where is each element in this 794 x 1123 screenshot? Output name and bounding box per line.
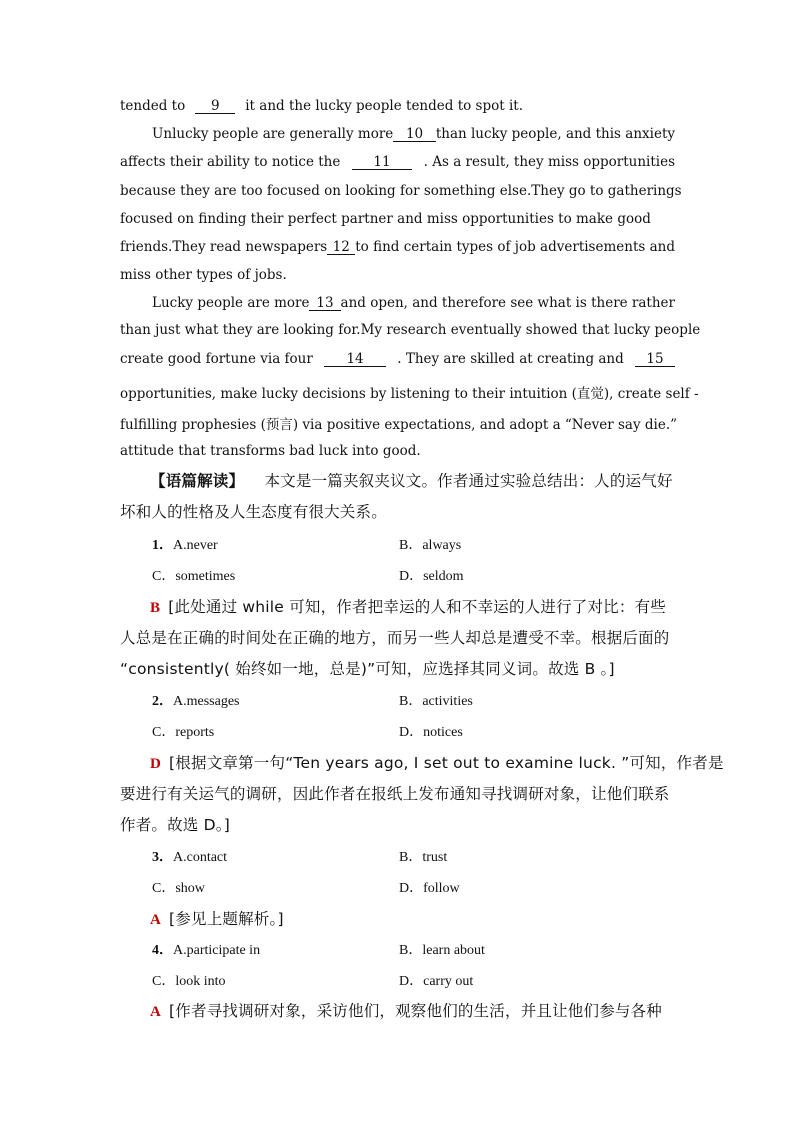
q3-answer: A [150, 912, 162, 928]
q2-explanation-1: D [根据文章第一句“Ten years ago, I set out to examine luck. ”可知，作者是 [150, 754, 724, 772]
q3-option-b: B．trust [399, 850, 448, 865]
q4-answer: A [150, 1004, 162, 1020]
q1-answer: B [150, 600, 161, 616]
analysis-line-1: 【语篇解读】 本文是一篇夹叙夹议文。作者通过实验总结出：人的运气好 [150, 472, 673, 490]
q3-option-c: C．show [152, 881, 205, 896]
q1-explanation-2: 人总是在正确的时间处在正确的地方，而另一些人却总是遭受不幸。根据后面的 [120, 629, 670, 647]
q2-option-b: B．activities [399, 694, 473, 709]
blank-10: 10 [393, 127, 436, 142]
blank-12: 12 [327, 240, 355, 255]
q1-option-b: B．always [399, 538, 462, 553]
passage-line-3: affects their ability to notice the 11 . As a result, they miss opportunities [120, 154, 675, 170]
passage-line-1: tended to 9 it and the lucky people tended to spot it. [120, 98, 523, 114]
blank-13: 13 [309, 296, 340, 311]
passage-line-9: than just what they are looking for.My research eventually showed that lucky people [120, 322, 701, 338]
passage-line-13: attitude that transforms bad luck into good. [120, 443, 421, 459]
q1-option-c: C．sometimes [152, 569, 236, 584]
q4-option-c: C．look into [152, 974, 226, 989]
q4-explanation-1: A [作者寻找调研对象，采访他们，观察他们的生活，并且让他们参与各种 [150, 1002, 662, 1020]
q2-answer: D [150, 756, 162, 772]
q4-option-d: D．carry out [399, 974, 474, 989]
passage-line-4: because they are too focused on looking for something else.They go to gatherings [120, 183, 682, 199]
q4-option-a: 4．A.participate in [152, 943, 261, 958]
q2-option-d: D．notices [399, 725, 463, 740]
passage-line-8: Lucky people are more 13 and open, and therefore see what is there rather [152, 295, 675, 311]
q3-explanation-1: A [参见上题解析。] [150, 910, 284, 928]
q4-option-b: B．learn about [399, 943, 485, 958]
q3-option-d: D．follow [399, 881, 460, 896]
passage-line-5: focused on finding their perfect partner and miss opportunities to make good [120, 211, 651, 227]
analysis-label: 【语篇解读】 [150, 472, 245, 490]
blank-9: 9 [195, 99, 235, 114]
q1-option-a: 1．A.never [152, 538, 218, 553]
q1-explanation-3: “consistently( 始终如一地，总是)”可知，应选择其同义词。故选 B 。] [120, 660, 615, 678]
passage-line-12: fulfilling prophesies (预言) via positive expectations, and adopt a “Never say die.” [120, 417, 678, 433]
passage-line-11: opportunities, make lucky decisions by listening to their intuition (直觉), create self - [120, 386, 699, 402]
passage-line-6: friends.They read newspapers 12 to find certain types of job advertisements and [120, 239, 675, 255]
q3-option-a: 3．A.contact [152, 850, 228, 865]
q2-option-c: C．reports [152, 725, 215, 740]
analysis-line-2: 坏和人的性格及人生态度有很大关系。 [120, 503, 387, 521]
q2-option-a: 2．A.messages [152, 694, 240, 709]
q1-option-d: D．seldom [399, 569, 464, 584]
blank-11: 11 [352, 155, 412, 170]
q1-explanation-1: B [此处通过 while 可知，作者把幸运的人和不幸运的人进行了对比：有些 [150, 598, 666, 616]
passage-line-7: miss other types of jobs. [120, 267, 287, 283]
q2-explanation-2: 要进行有关运气的调研，因此作者在报纸上发布通知寻找调研对象，让他们联系 [120, 785, 670, 803]
blank-15: 15 [635, 352, 675, 367]
passage-line-10: create good fortune via four 14 . They are skilled at creating and 15 [120, 351, 675, 367]
q2-explanation-3: 作者。故选 D。] [120, 816, 230, 834]
blank-14: 14 [324, 352, 386, 367]
passage-line-2: Unlucky people are generally more 10 than lucky people, and this anxiety [152, 126, 675, 142]
